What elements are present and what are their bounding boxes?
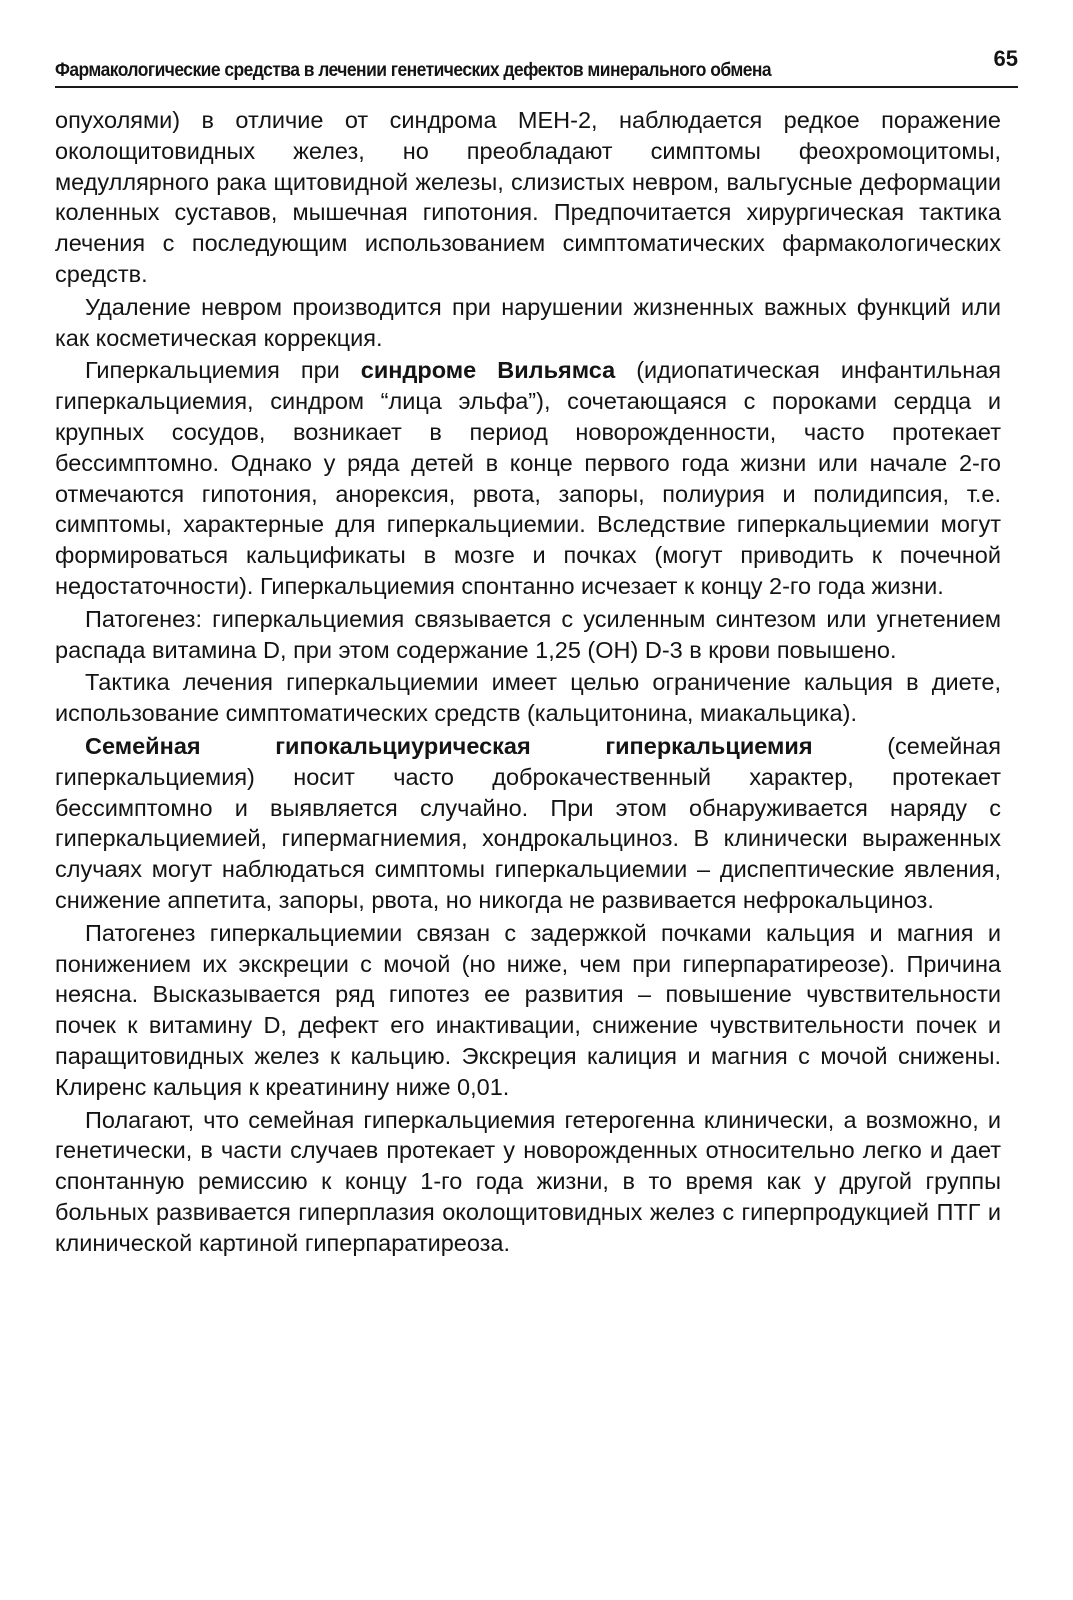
- running-header: [55, 44, 1018, 88]
- text-run: опухолями) в отличие от синдрома МЕН-2, наблюдается редкое поражение околощитовидных желез, но преобладают симптомы феохромоцитомы, медуллярного рака щитовидной железы, слизистых невром, вальгусные деформации коленных суставов, мышечная гипотония. Предпочитается хирургическая тактика лечения с последующим использованием симптоматических фармакологических средств.: [55, 107, 1001, 287]
- paragraph: [55, 292, 1001, 354]
- paragraph: [55, 667, 1001, 729]
- paragraph: [55, 355, 1001, 601]
- text-run: Полагают, что семейная гиперкальциемия гетерогенна клинически, а возможно, и генетически, в части случаев протекает у новорожденных относительно легко и дает спонтанную ремиссию к концу 1-го года жизни, в то время как у другой группы больных развивается гиперплазия околощитовидных желез с гиперпродукцией ПТГ и клинической картиной гиперпаратиреоза.: [55, 1106, 1001, 1256]
- text-run: (идиопатическая инфантильная гиперкальциемия, синдром “лица эльфа”), сочетающаяся с пороками сердца и крупных сосудов, возникает в период новорожденности, часто протекает бессимптомно. Однако у ряда детей в конце первого года жизни или начале 2-го отмечаются гипотония, анорексия, рвота, запоры, полиурия и полидипсия, т.е. симптомы, характерные для гиперкальциемии. Вследствие гиперкальциемии могут формироваться кальцификаты в мозге и почках (могут приводить к почечной недостаточности). Гиперкальциемия спонтанно исчезает к концу 2-го года жизни.: [55, 357, 1001, 599]
- running-title: Фармакологические средства в лечении генетических дефектов минерального обмена: [55, 60, 772, 81]
- paragraph: [55, 105, 1001, 290]
- text-run: Патогенез: гиперкальциемия связывается с усиленным синтезом или угнетением распада витамина D, при этом содержание 1,25 (ОН) D-3 в крови повышено.: [55, 605, 1001, 663]
- paragraph: [55, 918, 1001, 1103]
- text-run: (семейная гиперкальциемия) носит часто доброкачественный характер, протекает бессимптомно и выявляется случайно. При этом обнаруживается наряду с гиперкальциемией, гипермагниемия, хондрокальциноз. В клинически выраженных случаях могут наблюдаться симптомы гиперкальциемии – диспептические явления, снижение аппетита, запоры, рвота, но никогда не развивается нефрокальциноз.: [55, 732, 1001, 913]
- paragraph: [55, 1105, 1001, 1259]
- body-text: [55, 105, 1001, 1260]
- text-run: Гиперкальциемия при: [85, 357, 361, 384]
- text-run: Тактика лечения гиперкальциемии имеет целью ограничение кальция в диете, использование симптоматических средств (кальцитонина, миакальцика).: [55, 669, 1001, 727]
- bold-term: Семейная гипокальциурическая гиперкальциемия: [85, 732, 813, 759]
- text-run: Патогенез гиперкальциемии связан с задержкой почками кальция и магния и понижением их экскреции с мочой (но ниже, чем при гиперпаратиреозе). Причина неясна. Высказывается ряд гипотез ее развития – повышение чувствительности почек к витамину D, дефект его инактивации, снижение чувствительности почек и паращитовидных желез к кальцию. Экскреция калиция и магния с мочой снижены. Клиренс кальция к креатинину ниже 0,01.: [55, 919, 1001, 1100]
- paragraph: [55, 604, 1001, 666]
- text-run: Удаление невром производится при нарушении жизненных важных функций или как косметическая коррекция.: [55, 293, 1001, 351]
- page-number: 65: [993, 46, 1018, 71]
- paragraph: [55, 731, 1001, 916]
- bold-term: синдроме Вильямса: [360, 357, 616, 384]
